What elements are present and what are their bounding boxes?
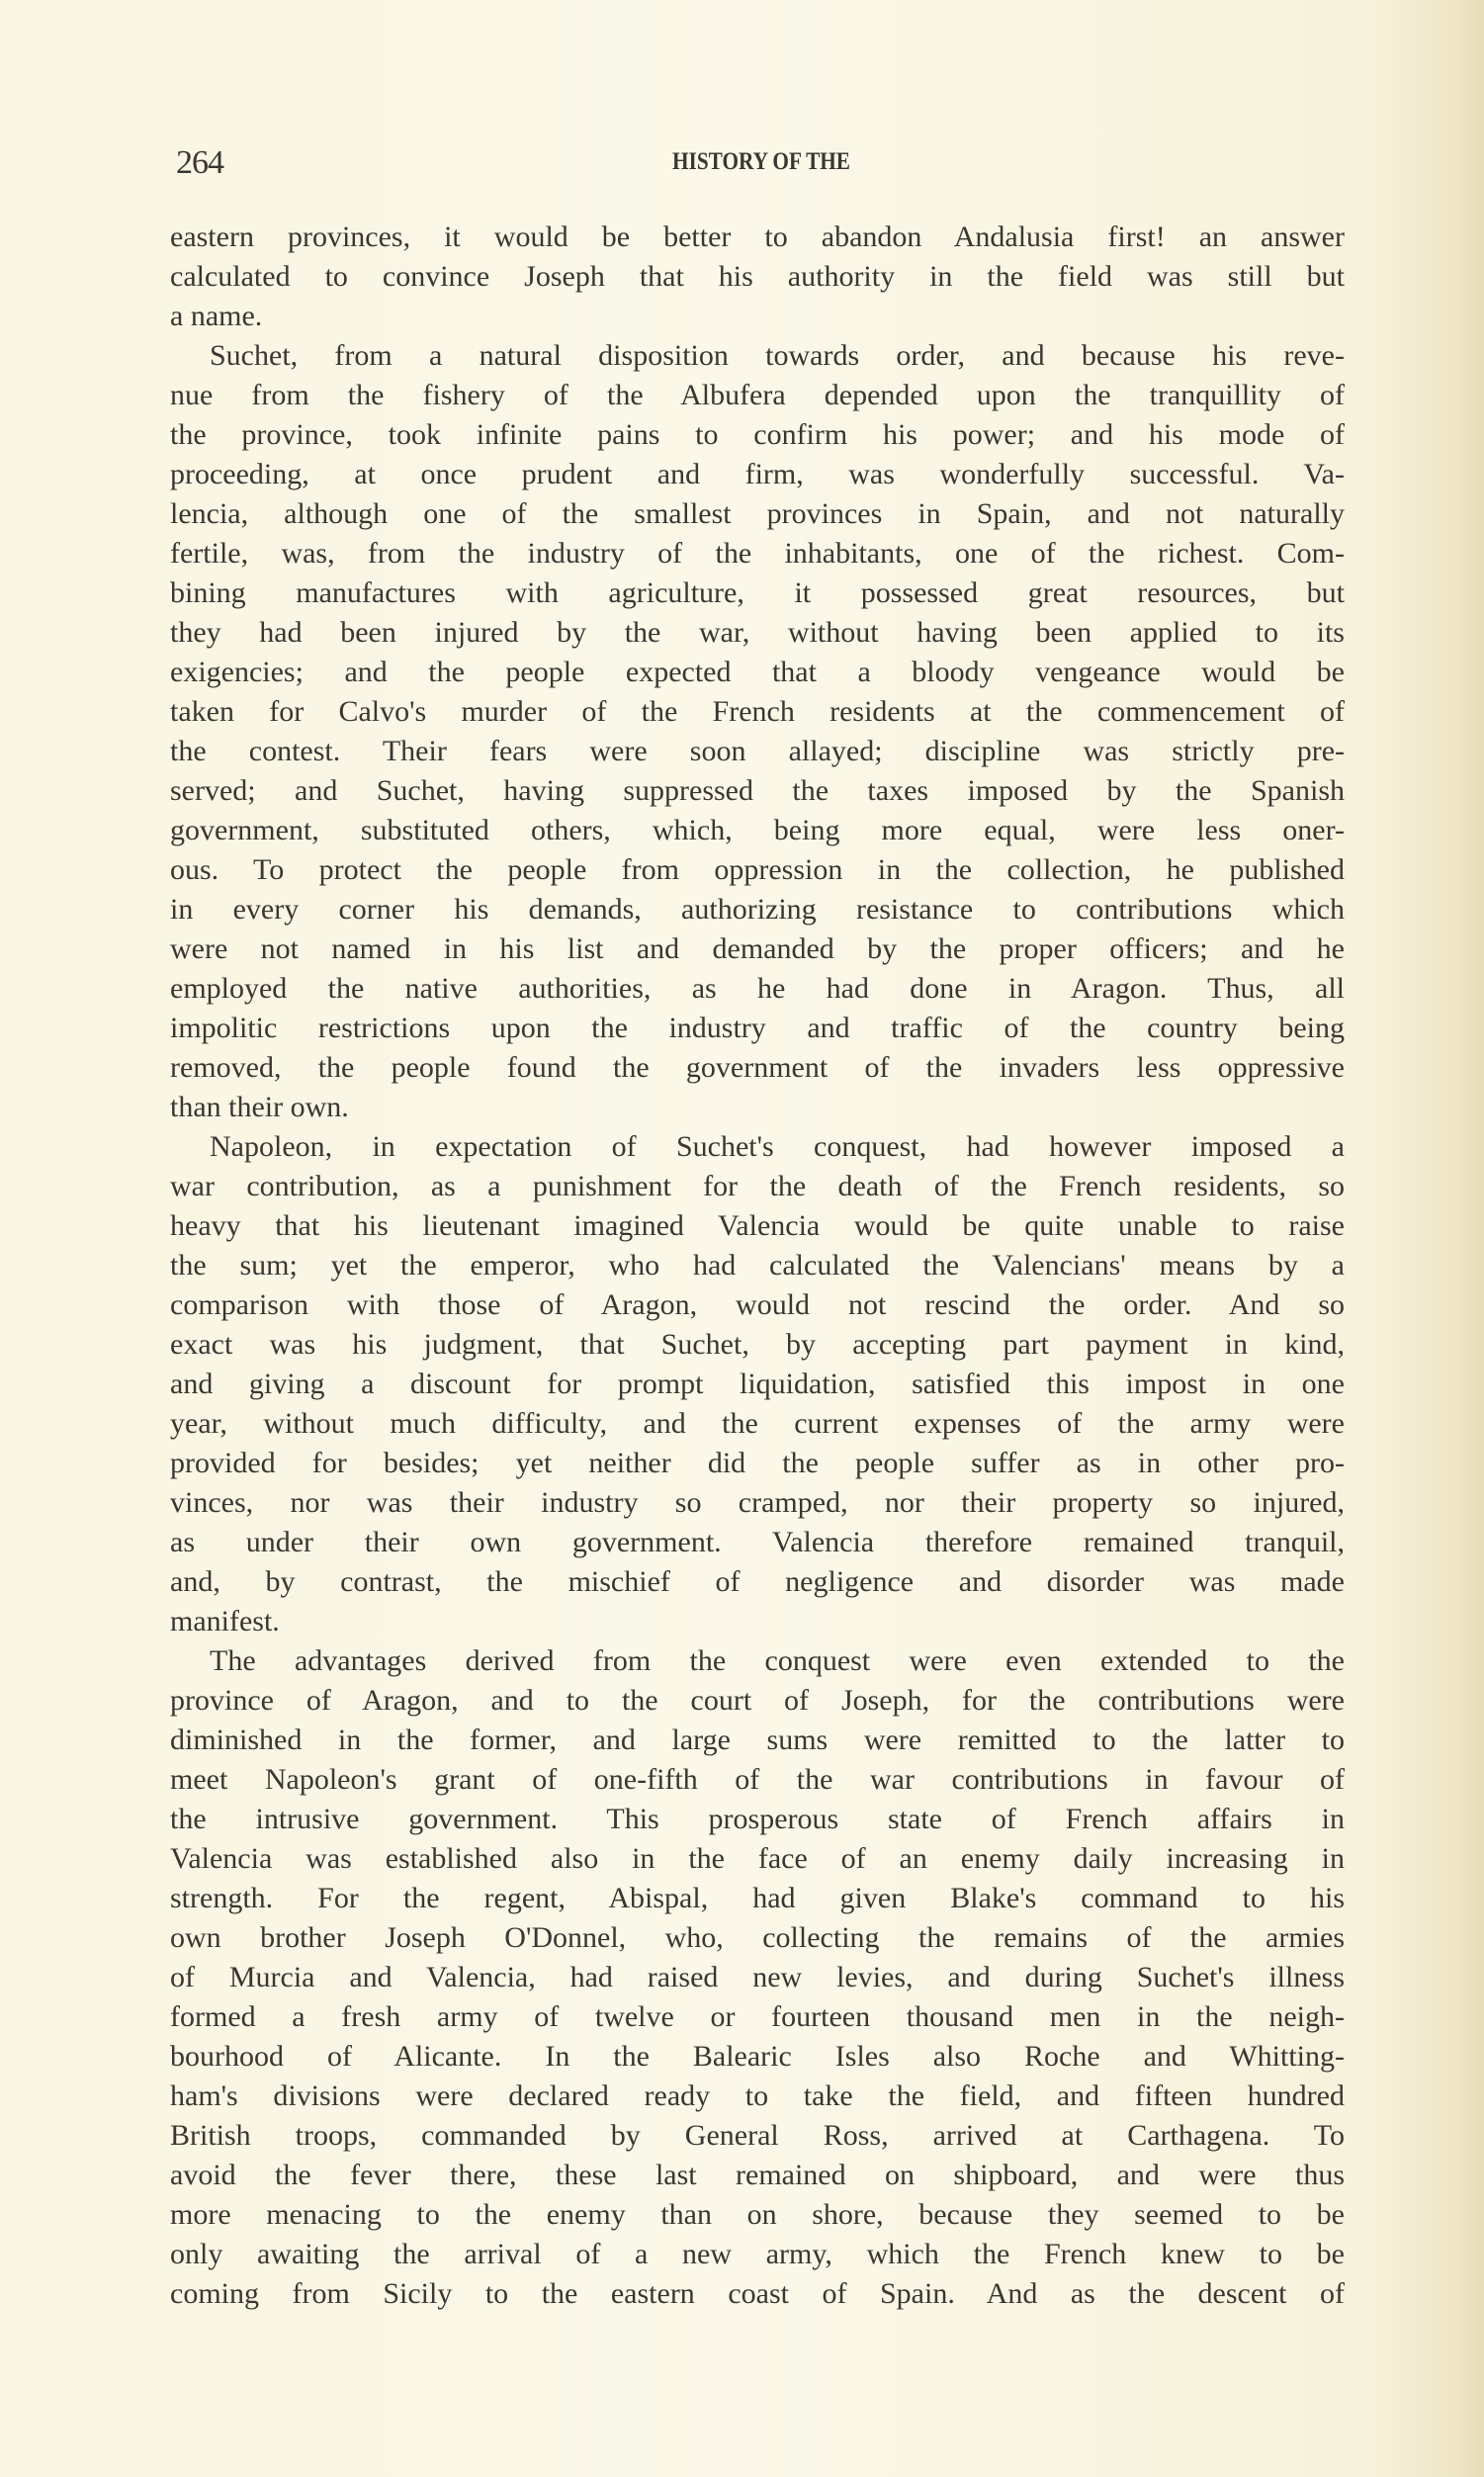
text-line: were not named in his list and demanded by the proper officers; and he — [170, 932, 1345, 965]
text-line: provided for besides; yet neither did the people suffer as in other pro- — [170, 1447, 1345, 1479]
text-line: a name. — [170, 300, 263, 332]
text-line: served; and Suchet, having suppressed the taxes imposed by the Spanish — [170, 774, 1345, 807]
text-line: bourhood of Alicante. In the Balearic Isles also Roche and Whitting- — [170, 2040, 1345, 2073]
text-line: coming from Sicily to the eastern coast of Spain. And as the descent of — [170, 2277, 1345, 2310]
text-line: impolitic restrictions upon the industry and traffic of the country being — [170, 1012, 1345, 1044]
text-line: in every corner his demands, authorizing resistance to contributions which — [170, 893, 1345, 926]
text-line: lencia, although one of the smallest provinces in Spain, and not naturally — [170, 497, 1345, 530]
text-line: province of Aragon, and to the court of Joseph, for the contributions were — [170, 1684, 1345, 1717]
page-number: 264 — [176, 144, 223, 181]
text-line: of Murcia and Valencia, had raised new levies, and during Suchet's illness — [170, 1961, 1345, 1993]
text-line: only awaiting the arrival of a new army, which the French knew to be — [170, 2238, 1345, 2270]
text-line: the province, took infinite pains to confirm his power; and his mode of — [170, 418, 1345, 451]
text-line: ous. To protect the people from oppression in the collection, he published — [170, 853, 1345, 886]
text-line: ham's divisions were declared ready to take the field, and fifteen hundred — [170, 2079, 1345, 2112]
text-line: more menacing to the enemy than on shore, because they seemed to be — [170, 2198, 1345, 2231]
running-title: HISTORY OF THE — [672, 148, 850, 175]
text-line: eastern provinces, it would be better to abandon Andalusia first! an answer — [170, 221, 1345, 253]
text-line: strength. For the regent, Abispal, had given Blake's command to his — [170, 1882, 1345, 1914]
text-line: and, by contrast, the mischief of negligence and disorder was made — [170, 1565, 1345, 1598]
text-line: government, substituted others, which, being more equal, were less oner- — [170, 814, 1345, 846]
text-line: proceeding, at once prudent and firm, was wonderfully successful. Va- — [170, 458, 1345, 490]
text-line: fertile, was, from the industry of the inhabitants, one of the richest. Com- — [170, 537, 1345, 570]
text-line: own brother Joseph O'Donnel, who, collecting the remains of the armies — [170, 1921, 1345, 1954]
text-line: comparison with those of Aragon, would not rescind the order. And so — [170, 1288, 1345, 1321]
text-line: the intrusive government. This prosperous state of French affairs in — [170, 1803, 1345, 1835]
text-line: removed, the people found the government of the invaders less oppressive — [170, 1051, 1345, 1084]
text-line: and giving a discount for prompt liquidation, satisfied this impost in one — [170, 1368, 1345, 1400]
text-line: exigencies; and the people expected that a bloody vengeance would be — [170, 656, 1345, 688]
text-line: Valencia was established also in the face of an enemy daily increasing in — [170, 1842, 1345, 1875]
text-line: formed a fresh army of twelve or fourteen thousand men in the neigh- — [170, 2000, 1345, 2033]
text-line: as under their own government. Valencia therefore remained tranquil, — [170, 1526, 1345, 1558]
text-line: Suchet, from a natural disposition towards order, and because his reve- — [210, 339, 1345, 372]
text-line: British troops, commanded by General Ross, arrived at Carthagena. To — [170, 2119, 1345, 2152]
text-line: avoid the fever there, these last remained on shipboard, and were thus — [170, 2159, 1345, 2191]
text-line: bining manufactures with agriculture, it possessed great resources, but — [170, 576, 1345, 609]
text-line: diminished in the former, and large sums were remitted to the latter to — [170, 1724, 1345, 1756]
text-line: employed the native authorities, as he had done in Aragon. Thus, all — [170, 972, 1345, 1005]
text-line: nue from the fishery of the Albufera depended upon the tranquillity of — [170, 379, 1345, 411]
text-line: they had been injured by the war, without having been applied to its — [170, 616, 1345, 649]
text-line: the contest. Their fears were soon allayed; discipline was strictly pre- — [170, 735, 1345, 767]
text-line: exact was his judgment, that Suchet, by accepting part payment in kind, — [170, 1328, 1345, 1361]
text-line: calculated to convince Joseph that his authority in the field was still but — [170, 260, 1345, 293]
text-line: war contribution, as a punishment for the death of the French residents, so — [170, 1170, 1345, 1202]
text-line: than their own. — [170, 1091, 349, 1123]
text-line: The advantages derived from the conquest were even extended to the — [210, 1644, 1345, 1677]
text-line: vinces, nor was their industry so cramped, nor their property so injured, — [170, 1486, 1345, 1519]
text-line: meet Napoleon's grant of one-fifth of the war contributions in favour of — [170, 1763, 1345, 1796]
text-line: taken for Calvo's murder of the French residents at the commencement of — [170, 695, 1345, 728]
text-line: the sum; yet the emperor, who had calculated the Valencians' means by a — [170, 1249, 1345, 1282]
text-line: heavy that his lieutenant imagined Valencia would be quite unable to raise — [170, 1209, 1345, 1242]
text-line: Napoleon, in expectation of Suchet's conquest, had however imposed a — [210, 1130, 1345, 1163]
text-line: year, without much difficulty, and the current expenses of the army were — [170, 1407, 1345, 1440]
text-line: manifest. — [170, 1605, 280, 1637]
